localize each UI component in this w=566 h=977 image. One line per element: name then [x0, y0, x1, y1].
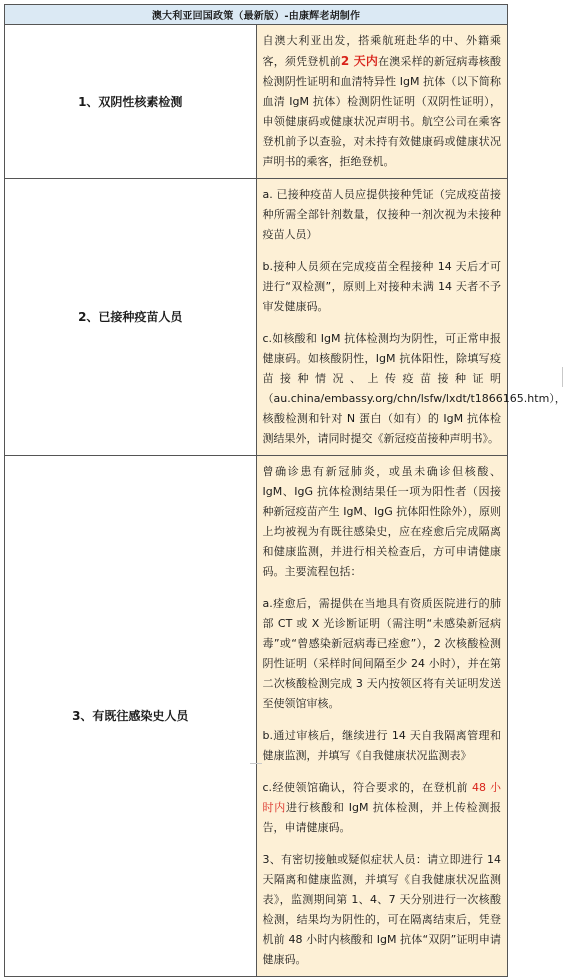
content-paragraph: c.经使领馆确认，符合要求的，在登机前 48 小时内进行核酸和 IgM 抗体检测，并上传检测报告，申请健康码。: [262, 781, 501, 834]
table-row: [5, 25, 508, 179]
row-label-dual-negative-test: 1、双阴性核素检测: [5, 25, 257, 179]
content-paragraph: 曾确诊患有新冠肺炎，或虽未确诊但核酸、IgM、IgG 抗体检测结果任一项为阳性者（因接种新冠疫苗产生 IgM、IgG 抗体阳性除外），原则上均被视为有既往感染史，应在痊愈后完成隔离和健康监测，并进行相关检查后，方可申请健康码。主要流程包括：: [262, 465, 501, 578]
row-content-prior-infection: [256, 456, 508, 977]
policy-table: [4, 4, 566, 977]
content-paragraph: c.如核酸和 IgM 抗体检测均为阴性，可正常申报健康码。如核酸阴性，IgM 抗体阳性，除填写疫苗接种情况、上传疫苗接种证明（au.china/embassy.org/chn/lsfw/lxdt/t1866165.htm），核酸检测和针对 N 蛋白（如有）的 IgM 抗体检测结果外，请同时提交《新冠疫苗接种声明书》。: [262, 332, 566, 445]
content-paragraph: 自澳大利亚出发，搭乘航班赴华的中、外籍乘客，须凭登机前2 天内在澳采样的新冠病毒核酸检测阴性证明和血清特异性 IgM 抗体（以下简称血清 IgM 抗体）检测阴性证明（双阴性证明），申领健康码或健康状况声明书。航空公司在乘客登机前予以查验，对未持有效健康码或健康状况声明书的乘客，拒绝登机。: [262, 34, 501, 168]
content-paragraph: b.通过审核后，继续进行 14 天自我隔离管理和健康监测，并填写《自我健康状况监测表》: [262, 729, 501, 762]
page-edge-marker: [562, 367, 566, 387]
row-content-vaccinated: [256, 179, 566, 456]
highlight-time-window: 48 小时内: [262, 781, 501, 814]
page-corner-marker: [250, 763, 262, 769]
table-row: [5, 456, 508, 977]
content-paragraph: a.痊愈后，需提供在当地具有资质医院进行的肺部 CT 或 X 光诊断证明（需注明“未感染新冠病毒”或“曾感染新冠病毒已痊愈”），2 次核酸检测阴性证明（采样时间间隔至少 24 小时），并在第二次核酸检测完成 3 天内按领区将有关证明发送至使领馆审核。: [262, 597, 501, 710]
table-row: [5, 179, 508, 456]
content-paragraph: 3、有密切接触或疑似症状人员：请立即进行 14 天隔离和健康监测，并填写《自我健康状况监测表》，监测期间第 1、4、7 天分别进行一次核酸检测，结果均为阴性的，可在隔离结束后，凭登机前 48 小时内核酸和 IgM 抗体“双阴”证明申请健康码。: [262, 853, 501, 966]
row-label-prior-infection: 3、有既往感染史人员: [5, 456, 257, 977]
policy-sheet: [4, 4, 566, 977]
row-label-vaccinated: 2、已接种疫苗人员: [5, 179, 257, 456]
highlight-deadline: 2 天内: [340, 54, 379, 68]
content-paragraph: a. 已接种疫苗人员应提供接种凭证（完成疫苗接种所需全部针剂数量，仅接种一剂次视为未接种疫苗人员）: [262, 188, 501, 241]
table-title: 澳大利亚回国政策（最新版）-由康辉老胡制作: [5, 5, 508, 25]
content-paragraph: b.接种人员须在完成疫苗全程接种 14 天后才可进行“双检测”，原则上对接种未满 14 天者不予审发健康码。: [262, 260, 501, 313]
row-content-dual-negative-test: [256, 25, 508, 179]
